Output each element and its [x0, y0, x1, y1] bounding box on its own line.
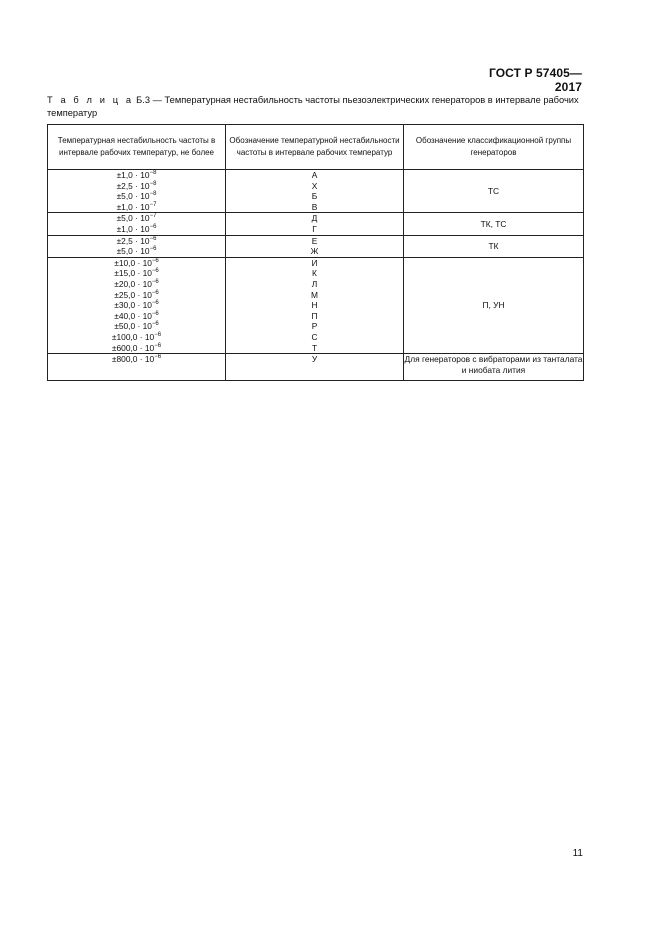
- designation-code: Д: [311, 213, 318, 224]
- table-caption-prefix: Т а б л и ц а: [47, 95, 134, 105]
- page-number: 11: [572, 848, 583, 859]
- instability-value: $\pm 5,0 \cdot 10^{-8}$: [116, 191, 157, 202]
- instability-value: $\pm 20,0 \cdot 10^{-6}$: [114, 278, 159, 289]
- instability-values-cell: [48, 354, 226, 381]
- group-label-cell: ТС: [404, 170, 584, 213]
- instability-value: $\pm 100,0 \cdot 10^{-6}$: [111, 331, 162, 342]
- instability-values-cell: [48, 257, 226, 353]
- designation-code: А: [311, 170, 318, 180]
- group-label-cell: ТК: [404, 235, 584, 257]
- designation-codes-cell: [226, 213, 404, 235]
- instability-values-cell: [48, 170, 226, 213]
- header-group: Обозначение классификационной группы генераторов: [404, 125, 584, 170]
- designation-code: С: [311, 331, 318, 342]
- designation-codes-cell: [226, 354, 404, 381]
- instability-values-cell: [48, 235, 226, 257]
- designation-code: Г: [312, 223, 317, 234]
- frequency-instability-table: [47, 124, 584, 381]
- designation-code: Р: [311, 321, 318, 332]
- table-caption-text: Б.3 — Температурная нестабильность частоты пьезоэлектрических генераторов в интервале рабочих температур: [47, 95, 579, 118]
- designation-codes-cell: [226, 257, 404, 353]
- instability-value: $\pm 15,0 \cdot 10^{-6}$: [114, 268, 159, 279]
- instability-value: $\pm 800,0 \cdot 10^{-6}$: [111, 354, 162, 365]
- instability-value: $\pm 10,0 \cdot 10^{-6}$: [114, 257, 159, 268]
- designation-code: Л: [311, 278, 318, 289]
- designation-codes-cell: [226, 170, 404, 213]
- designation-code: В: [311, 201, 318, 212]
- instability-value: $\pm 1,0 \cdot 10^{-6}$: [116, 223, 157, 234]
- table-caption: [47, 94, 587, 119]
- table-row: [48, 354, 584, 381]
- header-designation: Обозначение температурной нестабильности частоты в интервале рабочих температур: [226, 125, 404, 170]
- document-id: ГОСТ Р 57405—2017: [488, 66, 582, 94]
- table-row: [48, 213, 584, 235]
- group-label-cell: Для генераторов с вибраторами из танталата и ниобата лития: [404, 354, 584, 381]
- designation-code: Ж: [310, 246, 319, 257]
- designation-code: У: [311, 354, 318, 365]
- instability-value: $\pm 2,5 \cdot 10^{-6}$: [116, 235, 157, 246]
- designation-code: Б: [311, 191, 318, 202]
- instability-values-cell: [48, 213, 226, 235]
- instability-value: $\pm 25,0 \cdot 10^{-6}$: [114, 289, 159, 300]
- designation-code: Н: [311, 300, 318, 311]
- group-label-cell: ТК, ТС: [404, 213, 584, 235]
- designation-code: П: [311, 310, 318, 321]
- designation-code: И: [311, 257, 318, 268]
- instability-value: $\pm 5,0 \cdot 10^{-6}$: [116, 246, 157, 257]
- designation-codes-cell: [226, 235, 404, 257]
- instability-value: $\pm 40,0 \cdot 10^{-6}$: [114, 310, 159, 321]
- instability-value: $\pm 1,0 \cdot 10^{-7}$: [116, 201, 157, 212]
- designation-code: Е: [311, 235, 318, 246]
- table-row: [48, 170, 584, 213]
- instability-value: $\pm 5,0 \cdot 10^{-7}$: [116, 213, 157, 224]
- table-row: [48, 235, 584, 257]
- instability-value: $\pm 2,5 \cdot 10^{-8}$: [116, 180, 157, 191]
- designation-code: Т: [311, 342, 318, 353]
- table-row: [48, 257, 584, 353]
- instability-value: $\pm 600,0 \cdot 10^{-6}$: [111, 342, 162, 353]
- instability-value: $\pm 30,0 \cdot 10^{-6}$: [114, 300, 159, 311]
- instability-value: $\pm 50,0 \cdot 10^{-6}$: [114, 321, 159, 332]
- designation-code: М: [311, 289, 318, 300]
- table-header-row: [48, 125, 584, 170]
- designation-code: К: [312, 268, 317, 279]
- header-instability: Температурная нестабильность частоты в интервале рабочих температур, не более: [48, 125, 226, 170]
- instability-value: $\pm 1,0 \cdot 10^{-8}$: [116, 170, 157, 180]
- group-label-cell: П, УН: [404, 257, 584, 353]
- designation-code: Х: [311, 180, 318, 191]
